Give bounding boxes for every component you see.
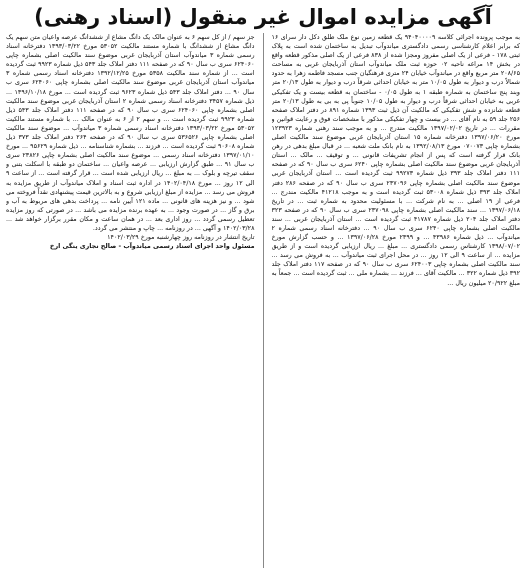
signature-footer: مسئول واحد اجرای اسناد رسمی میاندوآب - صالح نجاری ینگی ارخ	[49, 243, 255, 251]
left-column	[6, 33, 255, 568]
right-column-text: به موجب پرونده اجرائی کلاسه ۹۴۰۴۰۰۰۰۹ یک قطعه زمین نوع ملک طلق دکل دار سرای ۱۶ که برابر اعلام کارشناسی رسمی دادگستری میاندوآب تبدیل به ساختمان شده است به پلاک ثبتی ۱۷۸ - فرعی از یک اصلی مفروز ومجزا شده از ۸۳۸ فرعی از یک اصلی مذکور قطعه واقع در بخش ۱۴ مراغه ناحیه ۰۲ حوزه ثبت ملک میاندوآب استان آذربایجان غربی به مساحت ۲۰۸/۶۵ متر مربع واقع در میاندوآب خیابان ۲۴ متری فرهنگیان جنب مسجد فاطمه زهرا به حدود شمالاً درب و دیوار به طول ۱۰/۰۵ متر به خیابان احداثی شرقاً درب و دیوار به طول ۲۰/۱۳ متر وبند پنج ساختمان به شماره طبقه ۱ به طول ۰/۰۵ - ساختمان به قطعه بیست و یک تفکیکی غربی به خیابان احداثی شرقاً درب و دیوار به طول ۱۰/۰۵ جنوباً پی به بی به طول ۲۰/۱۳ متر قطعه شانزده و شش تفکیکی که مالکیت آن ذیل ثبت ۱۳۹۳ شماره ۸۹۱ در دفتر املاک صفحه ۲۵۶ جلد ۵۹ به نام آقای ... در بیست و چهار تفکیکی مذکور با مشخصات فوق و رعایت قوانین و مقررات ... در تاریخ ۱۳۹۷/۰۲/۰۲ مالکیت مندرج ... و به موجب سند رهنی شماره ۱۲۳۹۲۳ مورخ ۱۳۹۷/۰۶/۲۰ دفترخانه شماره ۱۵ استان آذربایجان غربی موضوع سند مالکیت اصلی بشماره چاپی ۰۷۰۰۷۳ مورخ ۱۳۹۲/۰۸/۱۳ به نام بانک ملت شعبه ... در قبال مبلغ بدهی در رهن بانک قرار گرفته است که پس از انجام تشریفات قانونی ... و توقیف ... مالک ... استان آذربایجان غربی موضوع سند مالکیت اصلی بشماره چاپی ۶۲۴۰ سری ب سال ۹۰ که در صفحه ۱۱۱ دفتر املاک جلد ۳۹۳ ذیل شماره ۹۹۲۷۳ ثبت گردیده است ... استان آذربایجان غربی موضوع سند مالکیت اصلی بشماره چاپی ۲۳۷۰۹۶ سری ب سال ۹۰ که در صفحه ۲۸۶ دفتر املاک جلد ۳۹۳ ذیل شماره ۵۳۰۰۸ ثبت گردیده است و به موجب ۴۱۲۱۸ مالکیت مندرج ... فرعی از ۱۹ اصلی ... به نام شرکت ... با مسئولیت محدود به شماره ثبت ... در تاریخ ۱۳۹۷/۰۶/۱۸ ... سند مالکیت اصلی بشماره چاپی ۲۳۷۰۹۸ سری ب سال ۹۰ که در صفحه ۳۲۳ دفتر املاک جلد ۲۰۴ ذیل شماره ۴۱۷۸۷ ثبت گردیده است ... استان آذربایجان غربی ... سند مالکیت اصلی بشماره چاپی ۶۲۴۰ سری ب سال ۹۰ ... دفترخانه اسناد رسمی شماره ۲ میاندوآب ... ذیل شماره ۴۳۹۸۶ ... و ۲۳۹۹ مورخ ۱۳۹۷/۰۶/۲۸ ... و حسب گزارش مورخ ۱۳۹۸/۰۷/۰۲ کارشناس رسمی دادگستری ... مبلغ ... ریال ارزیابی گردیده است و از طریق مزایده ... از ساعت ۹ الی ۱۲ روز ... در محل اجرای ثبت میاندوآب ... به فروش می رسد ... سند مالکیت اصلی بشماره چاپی ۶۲۴۰۰۳ سری ب سال ۹۰ که در صفحه ۱۱۷ دفتر املاک جلد ۳۹۲ ذیل شماره ۳۲۲ ... مالکیت آقای ... فرزند ... بشماره ملی ... ثبت گردیده است ... جمعاً به مبلغ ۲۰/۹۲۲ میلیون ریال ...	[271, 34, 520, 287]
notice-columns	[6, 33, 520, 568]
publish-date: تاریخ انتشار در روزنامه روز چهارشنبه مورخ ۱۴۰۲/۰۳/۲۹	[107, 234, 255, 242]
notice-title: آگهی مزایده اموال غیر منقول (اسناد رهنی)	[34, 5, 492, 29]
right-column	[272, 33, 521, 568]
left-column-text: جز سهم / از کل سهم ۶ به عنوان مالک یک دانگ مشاع از ششدانگ عرصه واعیان متن سهم یک دانگ مشاع از ششدانگ با شماره مستند مالکیت ۵۳۰۵۲ مورخ ۱۳۹۳/۰۳/۲۲ دفترخانه اسناد رسمی شماره ۳ میاندوآب استان آذربایجان غربی موضوع سند مالکیت اصلی بشماره چاپی ۶۲۴۰۶۰ سری ب سال ۹۰ که در صفحه ۱۱۱ دفتر املاک جلد ۵۴۳ ذیل شماره ۹۹۲۳ ثبت گردیده است ... از شماره سند مالکیت ۵۳۵۸ مورخ ۱۳۹۲/۱۲/۲۵ دفترخانه اسناد رسمی شماره ۳ میاندوآب استان آذربایجان غربی موضوع سند مالکیت اصلی بشماره چاپی ۶۲۴۰۶۰ سری ب سال ۹۰ ... دفتر املاک جلد ۵۴۳ ذیل شماره ۹۶۲۳ ثبت گردیده است ... مورخ ۱۳۹۶/۱۰/۱۸ ... ذیل شماره ۳۴۵۷ دفترخانه اسناد رسمی شماره ۲ استان آذربایجان غربی موضوع سند مالکیت اصلی بشماره چاپی ۶۲۴۰۶۰ سری ب سال ۹۰ که در صفحه ۱۱۱ دفتر املاک جلد ۵۴۳ ذیل شماره ۹۹۲۳ ثبت گردیده است ... و سهم ۲ از ۶ به عنوان مالک ... با شماره مستند مالکیت ۵۳۰۵۲ مورخ ۱۳۹۳/۰۳/۲۲ دفترخانه اسناد رسمی شماره ۳ میاندوآب ... موضوع سند مالکیت اصلی بشماره چاپی ۵۳۶۵۲۶ سری ب سال ۹۰ که در صفحه ۲۶۴ دفتر املاک جلد ۳۷۳ ذیل شماره ۹۰۶۰۸ ثبت گردیده است ... فرزند ... بشماره شناسنامه ... ذیل شماره ۹۵۶۲۹ ... مورخ ۱۳۹۷/۰۱/۱۰ دفترخانه اسناد رسمی ... موضوع سند مالکیت اصلی بشماره چاپی ۲۳۸۲۶ سری ب سال ۹۱ ... طبق گزارش ارزیابی ... عرصه واعیان ... ساختمان دو طبقه با اسکلت بتنی و سقف تیرچه و بلوک ... به مبلغ ... ریال ارزیابی شده است ... قرار گرفته است ... از ساعت ۹ الی ۱۲ روز ... مورخ ۱۴۰۲/۰۴/۱۸ در اداره ثبت اسناد و املاک میاندوآب از طریق مزایده به فروش می رسد ... مزایده از مبلغ ارزیابی شروع و به بالاترین قیمت پیشنهادی نقداً فروخته می شود ... و نیز هزینه های قانونی ... ماده ۱۲۱ آیین نامه ... پرداخت بدهی های مربوط به آب و برق و گاز ... در صورت وجود ... به عهده برنده مزایده می باشد ... در صورتی که روز مزایده تعطیل رسمی گردد ... روز اداری بعد ... در همان ساعت و مکان مقرر برگزار خواهد شد ... ۱۴۰۲/۰۳/۲۸ و آگهی ... در روزنامه ... چاپ و منتشر می گردد.	[6, 34, 255, 232]
column-divider	[263, 33, 264, 568]
